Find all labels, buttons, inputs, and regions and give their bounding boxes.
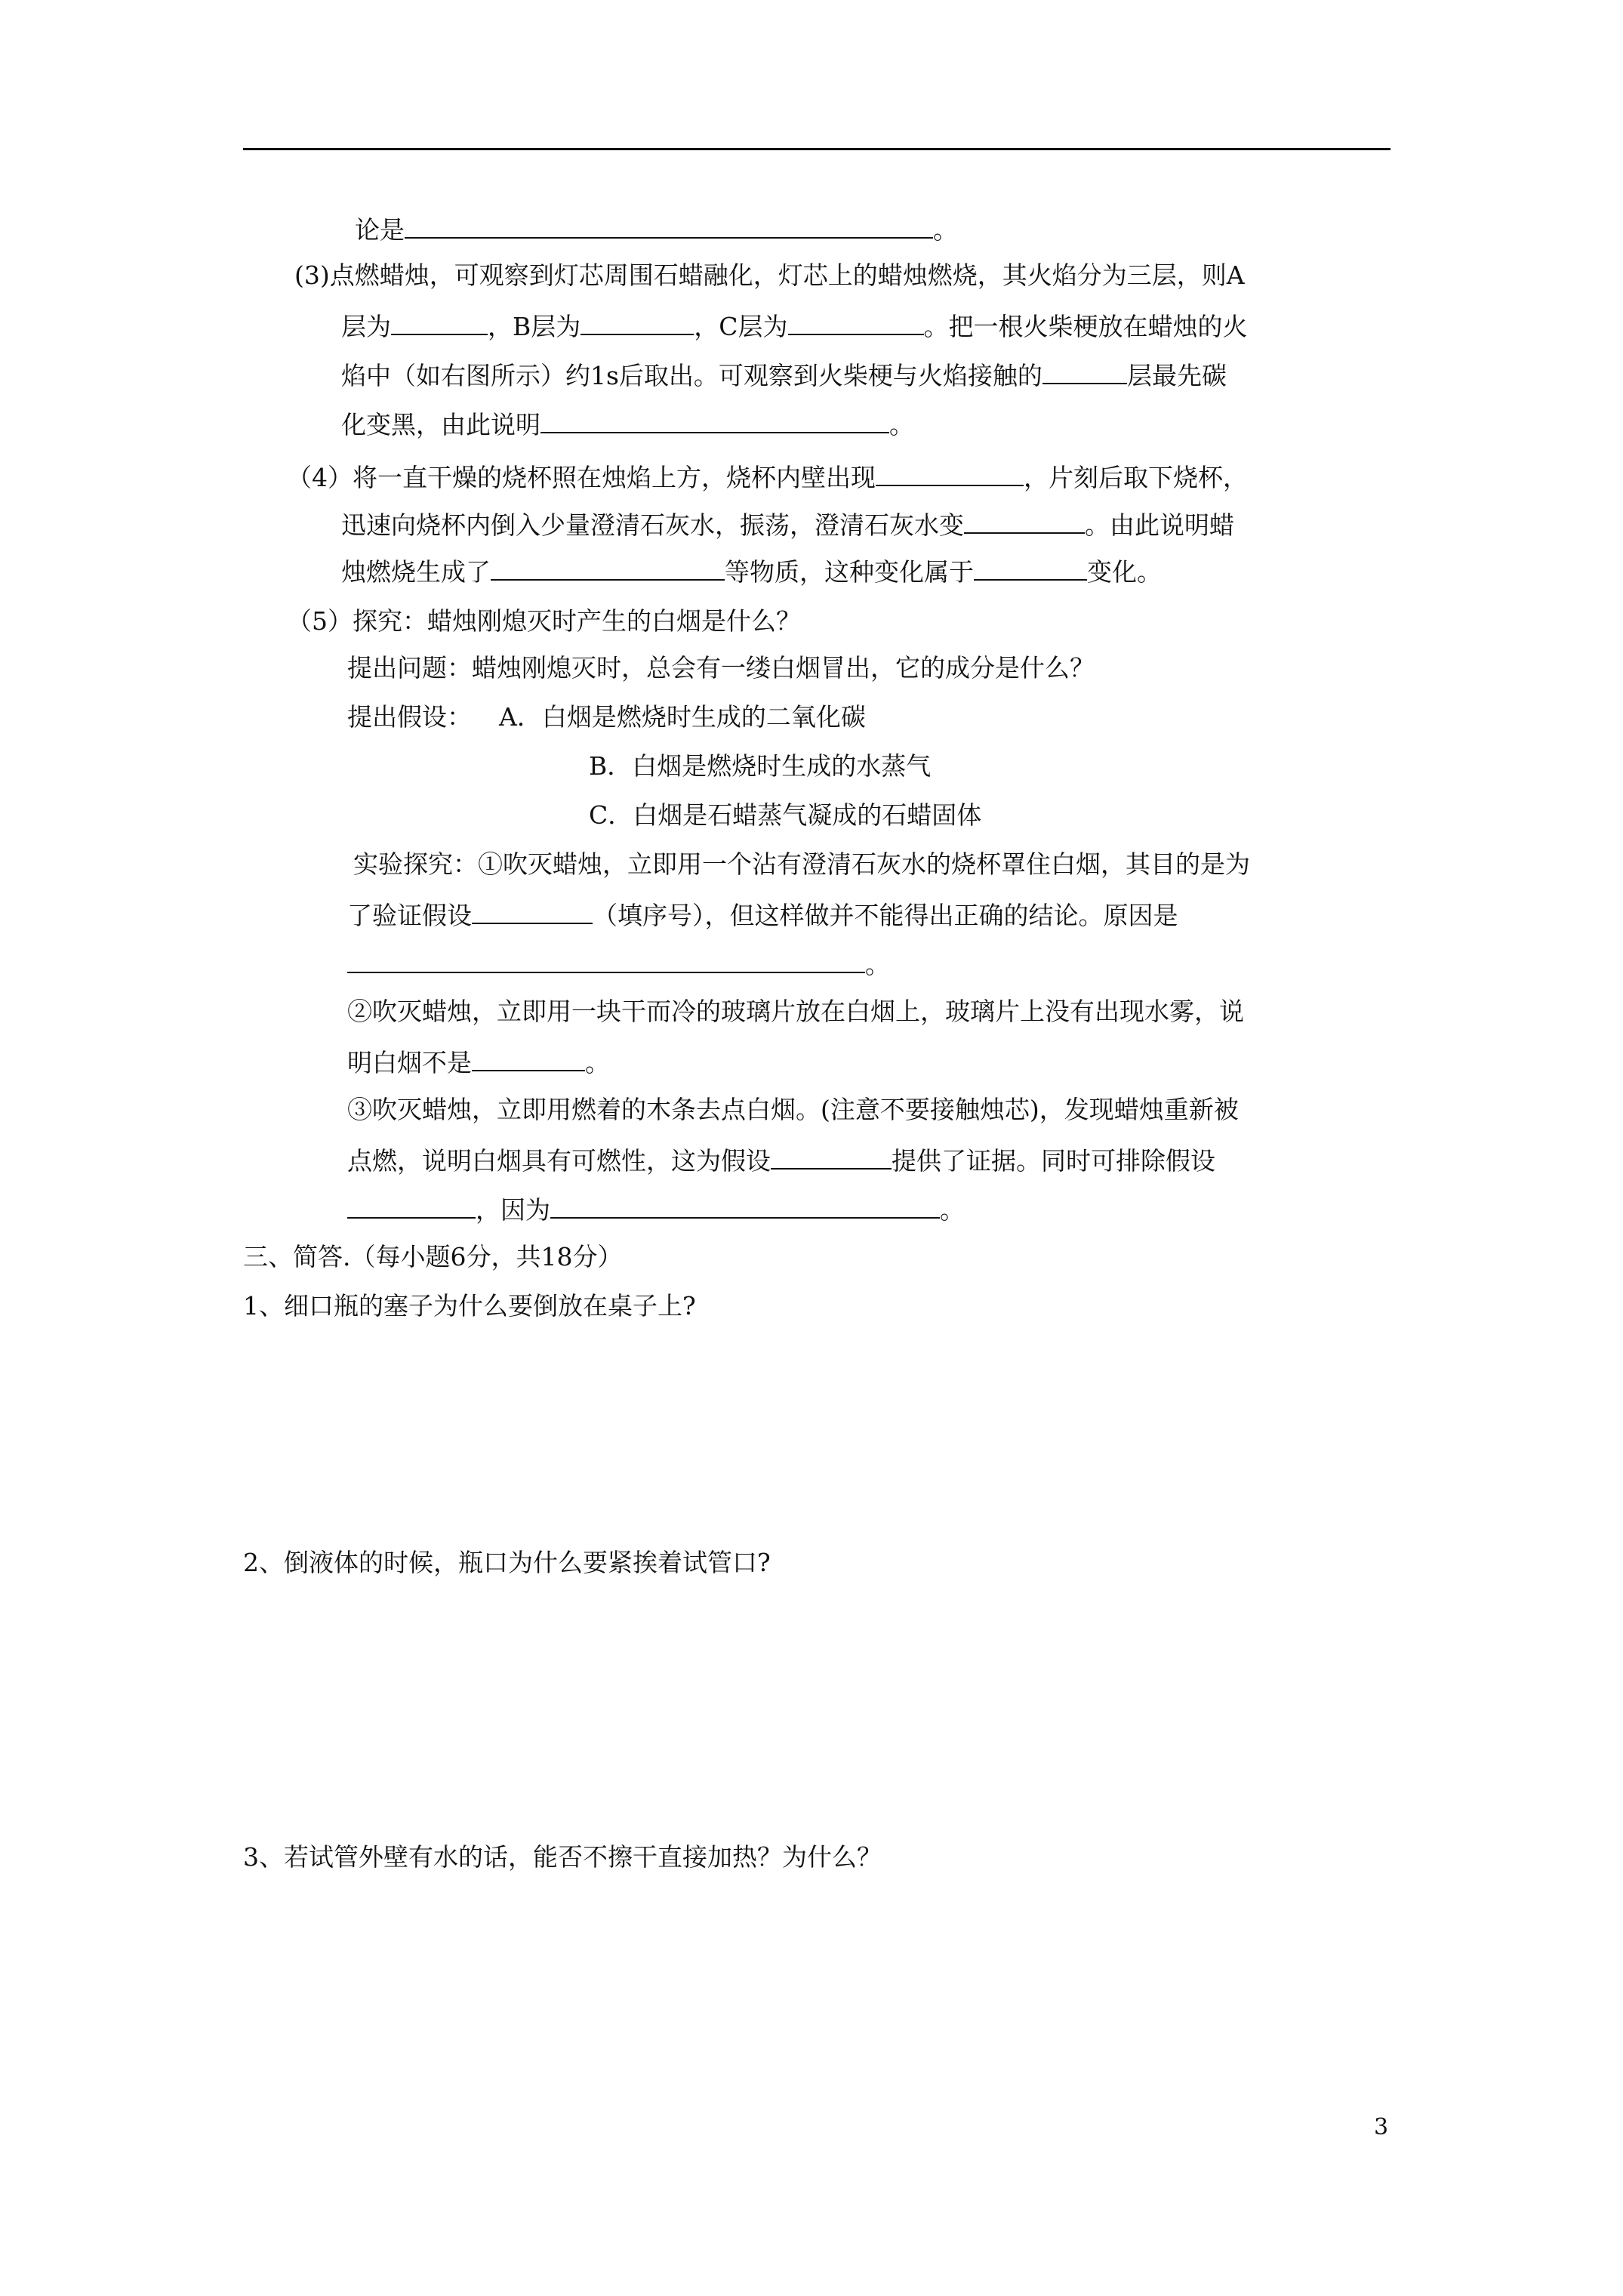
text: 层最先碳 [1126, 361, 1227, 390]
text: 迅速向烧杯内倒入少量澄清石灰水，振荡，澄清石灰水变 [341, 510, 964, 540]
text: （填序号），但这样做并不能得出正确的结论。原因是 [593, 901, 1178, 930]
text: 。 [889, 410, 914, 439]
q4-line1 [287, 461, 1248, 493]
text: 化变黑，由此说明 [341, 410, 540, 439]
q4-line3 [341, 555, 1162, 587]
text: 点燃，说明白烟具有可燃性，这为假设 [347, 1146, 771, 1176]
text: 。 [933, 215, 958, 245]
q5-exp3-line1: ③吹灭蜡烛，立即用燃着的木条去点白烟。(注意不要接触烛芯)，发现蜡烛重新被 [347, 1095, 1239, 1124]
answer-blank[interactable] [347, 1193, 476, 1219]
answer-blank[interactable] [974, 555, 1087, 581]
q3-line2 [341, 310, 1248, 342]
q5-hypothesis-c: C．白烟是石蜡蒸气凝成的石蜡固体 [589, 800, 982, 830]
q3-line1: (3)点燃蜡烛，可观察到灯芯周围石蜡融化，灯芯上的蜡烛燃烧，其火焰分为三层，则A [294, 260, 1245, 290]
q5-title: （5）探究：蜡烛刚熄灭时产生的白烟是什么？ [287, 606, 801, 636]
text: （4）将一直干燥的烧杯照在烛焰上方，烧杯内壁出现 [287, 463, 876, 492]
text: ，C层为 [694, 312, 788, 341]
text: 烛燃烧生成了 [341, 557, 491, 587]
text: 。 [865, 950, 890, 979]
text: 。 [940, 1195, 965, 1225]
text: ，因为 [476, 1195, 550, 1225]
answer-blank-a[interactable] [391, 310, 488, 335]
answer-blank[interactable] [472, 1046, 585, 1071]
q5-exp1-line1: 实验探究：①吹灭蜡烛，立即用一个沾有澄清石灰水的烧杯罩住白烟，其目的是为 [353, 849, 1250, 879]
short-answer-q2: 2、倒液体的时候，瓶口为什么要紧挨着试管口? [243, 1548, 771, 1577]
section3-heading: 三、简答.（每小题6分，共18分） [243, 1242, 623, 1271]
text: 。 [585, 1048, 610, 1077]
q5-exp2-line1: ②吹灭蜡烛，立即用一块干而冷的玻璃片放在白烟上，玻璃片上没有出现水雾，说 [347, 997, 1244, 1026]
q3-line3 [341, 359, 1227, 391]
text: 层为 [341, 312, 391, 341]
q5-exp1-line3 [347, 948, 890, 980]
answer-blank[interactable] [491, 555, 725, 581]
answer-blank[interactable] [550, 1193, 940, 1219]
q3-line0 [355, 213, 958, 245]
text: 等物质，这种变化属于 [725, 557, 974, 587]
page-number: 3 [1374, 2114, 1389, 2140]
text: ，片刻后取下烧杯， [1024, 463, 1248, 492]
q5-hypothesis-b: B．白烟是燃烧时生成的水蒸气 [589, 751, 932, 781]
text: 明白烟不是 [347, 1048, 472, 1077]
answer-blank[interactable] [540, 408, 889, 433]
q5-exp1-line2 [347, 898, 1178, 931]
q5-exp3-line3 [347, 1193, 965, 1225]
short-answer-q1: 1、细口瓶的塞子为什么要倒放在桌子上? [243, 1291, 696, 1321]
answer-blank[interactable] [964, 508, 1085, 534]
answer-blank-b[interactable] [581, 310, 694, 335]
answer-blank[interactable] [771, 1144, 892, 1170]
answer-blank[interactable] [472, 898, 593, 924]
q4-line2 [341, 508, 1234, 541]
q5-question: 提出问题：蜡烛刚熄灭时，总会有一缕白烟冒出，它的成分是什么？ [347, 653, 1095, 683]
text: A．白烟是燃烧时生成的二氧化碳 [499, 702, 866, 732]
text: 提供了证据。同时可排除假设 [892, 1146, 1215, 1176]
q3-line4 [341, 408, 914, 440]
q5-exp3-line2 [347, 1144, 1215, 1176]
answer-blank[interactable] [1042, 359, 1127, 384]
text: 焰中（如右图所示）约1s后取出。可观察到火柴梗与火焰接触的 [341, 361, 1042, 390]
answer-blank[interactable] [405, 213, 933, 239]
answer-blank-c[interactable] [788, 310, 924, 335]
answer-blank[interactable] [876, 461, 1024, 486]
text: 。把一根火柴梗放在蜡烛的火 [923, 312, 1248, 341]
text: 提出假设： [347, 702, 472, 732]
q5-hypothesis-a [347, 702, 866, 732]
text: 变化。 [1087, 557, 1162, 587]
text: 了验证假设 [347, 901, 472, 930]
header-rule [243, 148, 1390, 150]
text: ，B层为 [488, 312, 581, 341]
text: 。由此说明蜡 [1085, 510, 1234, 540]
q5-exp2-line2 [347, 1046, 610, 1078]
text: 论是 [355, 215, 405, 245]
short-answer-q3: 3、若试管外壁有水的话，能否不擦干直接加热？为什么？ [243, 1842, 882, 1872]
answer-blank[interactable] [347, 948, 865, 973]
